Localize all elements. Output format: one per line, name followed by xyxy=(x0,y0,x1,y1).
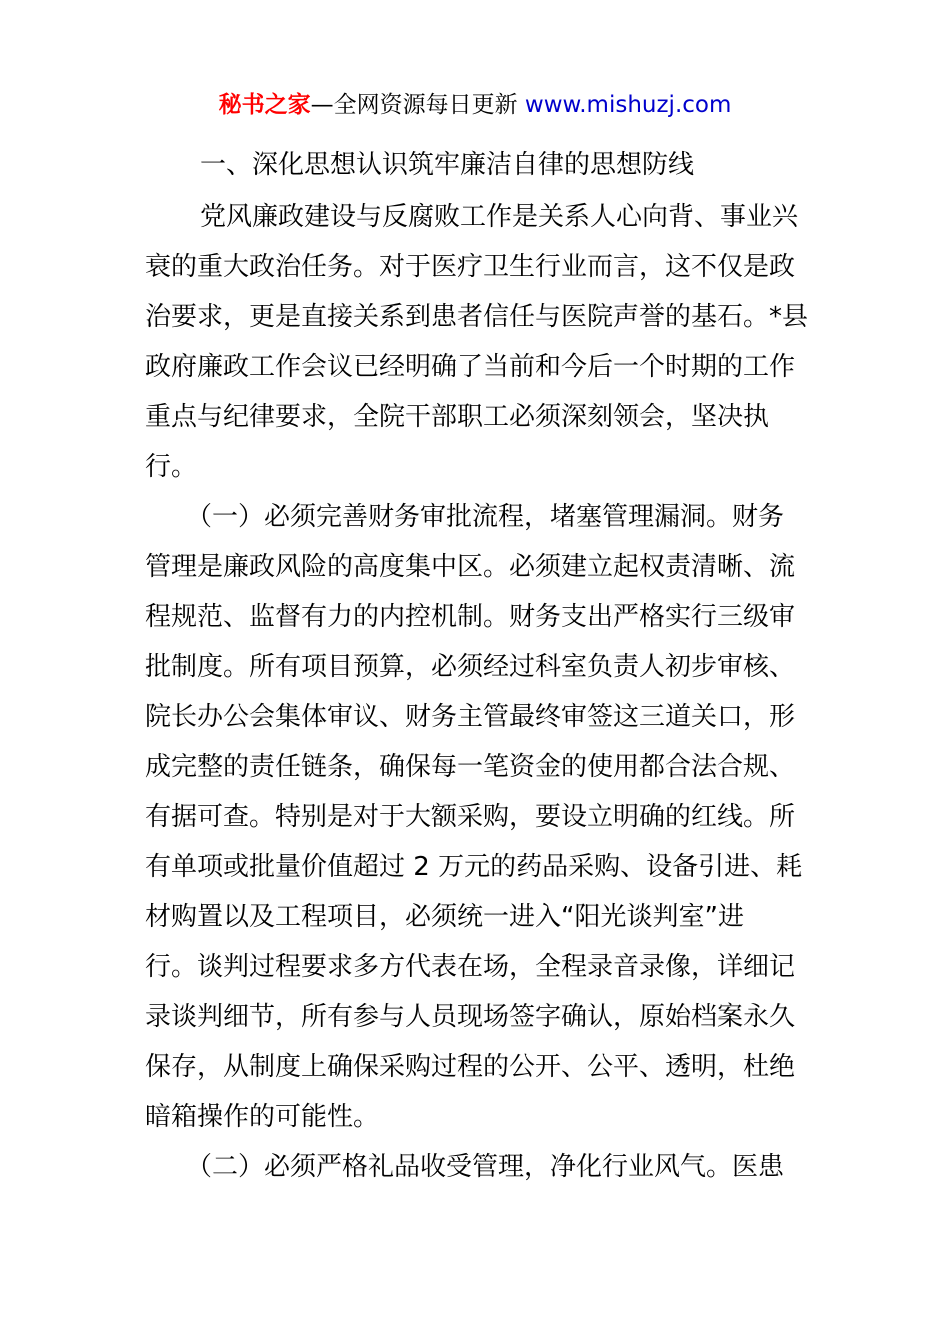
paragraph-line: 政府廉政工作会议已经明确了当前和今后一个时期的工作 xyxy=(145,352,796,382)
paragraph-line: 管理是廉政风险的高度集中区。必须建立起权责清晰、流 xyxy=(145,552,796,582)
paragraph-line: 行。谈判过程要求多方代表在场，全程录音录像，详细记 xyxy=(145,952,796,982)
paragraph-line: 重点与纪律要求，全院干部职工必须深刻领会，坚决执 xyxy=(145,402,770,432)
paragraph-line: 党风廉政建设与反腐败工作是关系人心向背、事业兴 xyxy=(200,202,799,232)
paragraph-line: 院长办公会集体审议、财务主管最终审签这三道关口，形 xyxy=(145,702,796,732)
subsection-heading: （一）必须完善财务审批流程，堵塞管理漏洞。财务 xyxy=(186,502,785,532)
header-tagline: —全网资源每日更新 xyxy=(310,92,525,118)
paragraph-line: 保存，从制度上确保采购过程的公开、公平、透明，杜绝 xyxy=(145,1052,796,1082)
paragraph-line: 有单项或批量价值超过 2 万元的药品采购、设备引进、耗 xyxy=(145,852,803,882)
paragraph-line: 暗箱操作的可能性。 xyxy=(145,1102,380,1132)
site-header xyxy=(0,88,950,122)
paragraph-line: 成完整的责任链条，确保每一笔资金的使用都合法合规、 xyxy=(145,752,796,782)
site-url-link[interactable]: www.mishuzj.com xyxy=(524,92,732,118)
brand-name: 秘书之家 xyxy=(218,92,311,118)
paragraph-line: 材购置以及工程项目，必须统一进入“阳光谈判室”进 xyxy=(145,902,744,932)
paragraph-line: 录谈判细节，所有参与人员现场签字确认，原始档案永久 xyxy=(145,1002,796,1032)
paragraph-line: 治要求，更是直接关系到患者信任与医院声誉的基石。*县 xyxy=(145,302,809,332)
paragraph-line: 有据可查。特别是对于大额采购，要设立明确的红线。所 xyxy=(145,802,796,832)
section-heading: 一、深化思想认识筑牢廉洁自律的思想防线 xyxy=(200,150,695,180)
paragraph-line: 批制度。所有项目预算，必须经过科室负责人初步审核、 xyxy=(145,652,796,682)
paragraph-line: 行。 xyxy=(145,452,198,482)
subsection-heading: （二）必须严格礼品收受管理，净化行业风气。医患 xyxy=(186,1152,785,1182)
paragraph-line: 衰的重大政治任务。对于医疗卫生行业而言，这不仅是政 xyxy=(145,252,796,282)
paragraph-line: 程规范、监督有力的内控机制。财务支出严格实行三级审 xyxy=(145,602,796,632)
